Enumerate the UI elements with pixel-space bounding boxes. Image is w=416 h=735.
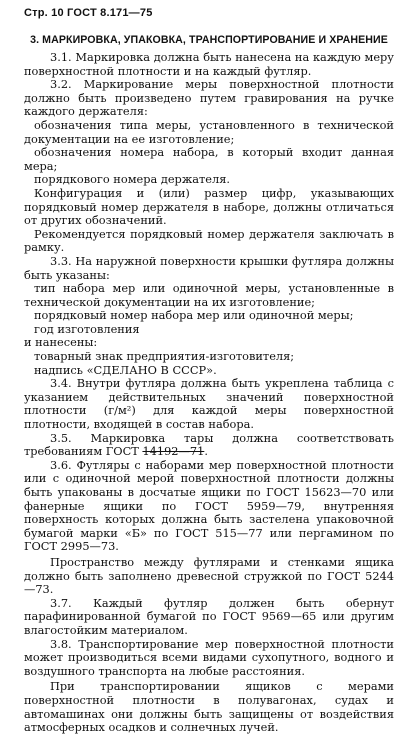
list-item: надпись «СДЕЛАНО В СССР». xyxy=(34,362,217,377)
paragraph-3-4: 3.4. Внутри футляра должна быть укреплена таблица с указанием действительных значений поверхностной плотности (г/м²) для каждой меры поверхностной плотности, входящей в состав набора. xyxy=(24,376,394,432)
list-item: год изготовления xyxy=(34,321,140,336)
paragraph: Пространство между футлярами и стенками ящика должно быть заполнено древесной стружкой по ГОСТ 5244—73. xyxy=(24,554,394,597)
list-item: товарный знак предприятия-изготовителя; xyxy=(34,349,295,364)
list-item: обозначения типа меры, установленного в технической документации на ее изготовление; xyxy=(24,117,394,146)
paragraph-3-2: 3.2. Маркирование меры поверхностной плотности должно быть произведено путем гравирования на ручке каждого держателя: xyxy=(24,77,394,119)
struck-standard-ref: 14192—71 xyxy=(142,444,205,459)
section-title: 3. МАРКИРОВКА, УПАКОВКА, ТРАНСПОРТИРОВАНИЕ И ХРАНЕНИЕ xyxy=(30,34,388,46)
paragraph-3-5 xyxy=(24,432,394,459)
paragraph-3-7: 3.7. Каждый футляр должен быть обернут парафинированной бумагой по ГОСТ 9569—65 или другим влагостойким материалом. xyxy=(24,595,394,637)
paragraph: Рекомендуется порядковый номер держателя заключать в рамку. xyxy=(24,226,394,255)
paragraph: Конфигурация и (или) размер цифр, указывающих порядковый номер держателя в наборе, должны отличаться от других обозначений. xyxy=(24,185,394,228)
paragraph-3-5-end: . xyxy=(204,444,208,459)
document-body xyxy=(24,51,394,735)
page-header: Стр. 10 ГОСТ 8.171—75 xyxy=(24,7,153,19)
paragraph-3-1: 3.1. Маркировка должна быть нанесена на каждую меру поверхностной плотности и на каждый футляр. xyxy=(24,50,394,78)
paragraph-3-5-text: 3.5. Маркировка тары должна соответствовать требованиям ГОСТ xyxy=(24,430,394,459)
paragraph-3-8: 3.8. Транспортирование мер поверхностной плотности может производиться всеми видами сухопутного, водного и воздушного транспорта на любые расстояния. xyxy=(24,636,394,678)
list-item: порядкового номера держателя. xyxy=(34,172,230,187)
list-item: тип набора мер или одиночной меры, установленные в технической документации на их изготовление; xyxy=(24,281,394,309)
paragraph: и нанесены: xyxy=(24,335,98,350)
paragraph: При транспортировании ящиков с мерами поверхностной плотности в полувагонах, судах и автомашинах они должны быть защищены от воздействия атмосферных осадков и солнечных лучей. xyxy=(24,679,394,735)
list-item: порядковый номер набора мер или одиночной меры; xyxy=(34,308,354,323)
paragraph-3-6: 3.6. Футляры с наборами мер поверхностной плотности или с одиночной мерой поверхностной плотности должны быть упакованы в досчатые ящики по ГОСТ 15623—70 или фанерные ящики по ГОСТ 5959—79, внутренняя поверхность которых должна быть застелена упаковочной бумагой марки «Б» по ГОСТ 515—77 или пергамином по ГОСТ 2995—73. xyxy=(24,457,394,554)
list-item: обозначения номера набора, в который входит данная мера; xyxy=(24,145,394,173)
paragraph-3-3: 3.3. На наружной поверхности крышки футляра должны быть указаны: xyxy=(24,253,394,282)
